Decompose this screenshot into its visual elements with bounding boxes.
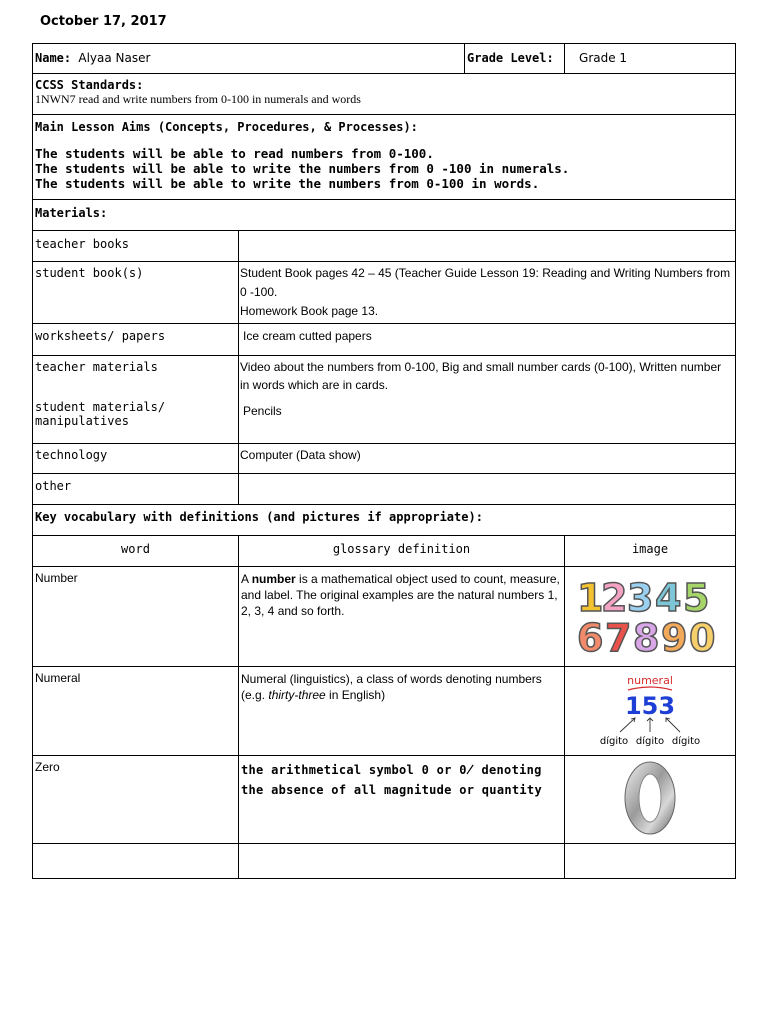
materials-row-student-books (33, 262, 736, 324)
vocab-row-zero (33, 756, 736, 844)
vocab-def-pre: Numeral (linguistics), a class of words denoting numbers (e.g. (241, 672, 542, 702)
vocab-def: the arithmetical symbol 0 or 0̸ denoting the absence of all magnitude or quantity (239, 756, 565, 844)
materials-row-technology (33, 444, 736, 474)
material-value: Student Book pages 42 – 45 (Teacher Guide Lesson 19: Reading and Writing Numbers from 0 -100. (240, 266, 731, 299)
digit-2: 2 (601, 576, 628, 620)
ccss-row (33, 74, 736, 115)
numeral-image (565, 667, 736, 756)
digit-7: 7 (605, 616, 632, 655)
arrow-icon (620, 718, 680, 732)
digit-label: dígito (635, 735, 665, 747)
material-value (239, 231, 736, 262)
materials-row-teacher-books (33, 231, 736, 262)
digit-label: dígito (599, 735, 629, 747)
name-label: Name: (35, 51, 72, 65)
brace-icon (628, 687, 672, 690)
aim-1: The students will be able to read numbers from 0-100. (35, 146, 434, 161)
digit-4: 4 (655, 576, 682, 620)
vocab-def-bold: number (251, 572, 296, 586)
zero-image (565, 756, 736, 844)
digit-5: 5 (683, 576, 710, 620)
materials-row-other (33, 474, 736, 505)
digit-label: dígito (671, 735, 701, 747)
numeral-caption: numeral (627, 673, 673, 687)
vocab-def-post: in English) (325, 688, 386, 702)
vocab-row-empty (33, 844, 736, 879)
digit-1: 1 (577, 576, 604, 620)
vocab-row-number (33, 567, 736, 667)
material-value-2: Homework Book page 13. (240, 304, 379, 318)
material-label: teacher books (33, 231, 239, 262)
vocab-word: Number (33, 567, 239, 667)
aim-2: The students will be able to write the numbers from 0 -100 in numerals. (35, 161, 570, 176)
materials-heading-row (33, 200, 736, 231)
material-label: student book(s) (33, 262, 239, 324)
numeral-value: 153 (624, 691, 676, 720)
vocab-word: Numeral (33, 667, 239, 756)
colorful-digits-image (575, 575, 725, 655)
vocab-header-row (33, 536, 736, 567)
material-value-2: Pencils (243, 404, 282, 418)
vocab-def-italic: thirty-three (268, 688, 326, 702)
material-value: Ice cream cutted papers (239, 324, 736, 356)
material-label-2: student materials/ manipulatives (35, 400, 166, 428)
ccss-text: 1NWN7 read and write numbers from 0-100 in numerals and words (35, 92, 361, 106)
digit-9: 9 (661, 616, 688, 655)
vocab-word: Zero (33, 756, 239, 844)
name-value: Alyaa Naser (78, 51, 151, 65)
digit-3: 3 (627, 576, 654, 620)
column-header-definition: glossary definition (239, 536, 565, 567)
name-row (33, 44, 736, 74)
ccss-label: CCSS Standards: (35, 78, 144, 92)
numbers-image (565, 567, 736, 667)
vocab-def-pre: A (241, 572, 252, 586)
vocab-def-post: is a mathematical object used to count, measure, and label. The original examples are the natural numbers 1, 2, 3, 4 and so forth. (241, 572, 560, 618)
grade-label: Grade Level: (467, 51, 554, 65)
material-label: other (33, 474, 239, 505)
materials-label: Materials: (33, 200, 736, 231)
column-header-word: word (33, 536, 239, 567)
digit-6: 6 (577, 616, 604, 655)
materials-row-teacher-materials (33, 356, 736, 444)
document-date: October 17, 2017 (40, 14, 167, 29)
column-header-image: image (565, 536, 736, 567)
material-label: teacher materials (35, 360, 158, 374)
vocab-heading-row (33, 505, 736, 536)
digit-0: 0 (689, 616, 716, 655)
material-value (239, 474, 736, 505)
material-label: technology (33, 444, 239, 474)
lesson-plan-table (32, 43, 736, 879)
material-label: worksheets/ papers (33, 324, 239, 356)
zero-3d-image (615, 758, 685, 838)
aims-row (33, 115, 736, 200)
aim-3: The students will be able to write the numbers from 0-100 in words. (35, 176, 540, 191)
digit-8: 8 (633, 616, 660, 655)
aims-label: Main Lesson Aims (Concepts, Procedures, & Processes): (35, 120, 418, 134)
zero-glyph: 0 (615, 758, 616, 759)
vocab-label: Key vocabulary with definitions (and pictures if appropriate): (33, 505, 736, 536)
vocab-row-numeral (33, 667, 736, 756)
materials-row-worksheets (33, 324, 736, 356)
material-value: Video about the numbers from 0-100, Big and small number cards (0-100), Written number in words which are in cards. (240, 360, 722, 392)
material-value: Computer (Data show) (239, 444, 736, 474)
numeral-diagram (580, 670, 720, 750)
grade-value: Grade 1 (579, 51, 628, 65)
